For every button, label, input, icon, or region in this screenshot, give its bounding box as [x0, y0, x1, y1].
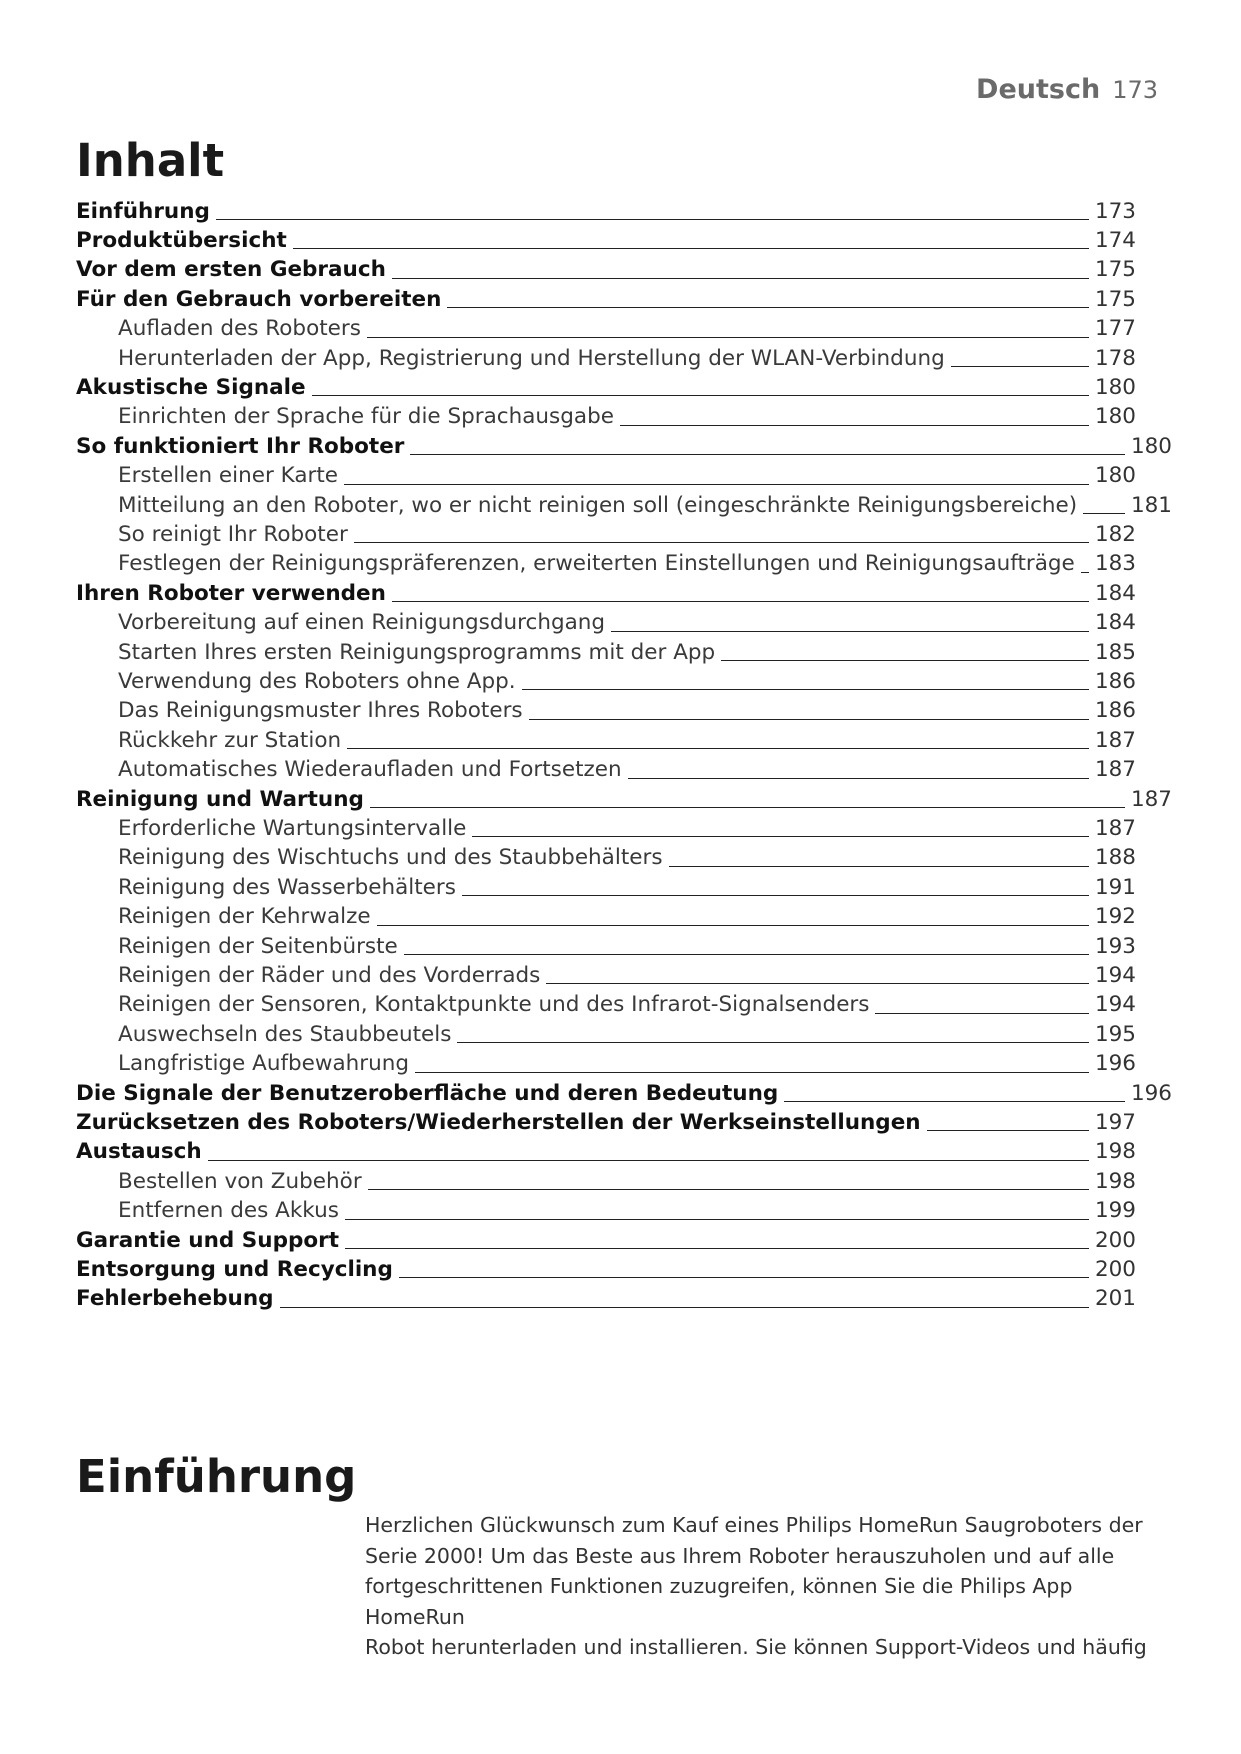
toc-entry[interactable] — [76, 901, 1136, 932]
toc-entry-page: 180 — [1094, 374, 1136, 400]
toc-entry-page: 191 — [1094, 874, 1136, 900]
toc-leader-line — [399, 1277, 1089, 1278]
toc-entry[interactable] — [76, 254, 1136, 285]
toc-entry[interactable] — [76, 871, 1136, 902]
toc-entry[interactable] — [76, 724, 1136, 755]
toc-entry[interactable] — [76, 783, 1172, 814]
toc-entry-page: 186 — [1094, 698, 1136, 724]
toc-entry[interactable] — [76, 1224, 1136, 1255]
toc-leader-line — [370, 807, 1125, 808]
toc-leader-line — [546, 983, 1089, 984]
toc-entry-title: Reinigen der Sensoren, Kontaktpunkte und des Infrarot-Signalsenders — [118, 992, 870, 1018]
toc-entry[interactable] — [76, 930, 1136, 961]
toc-entry-title: Einrichten der Sprache für die Sprachausgabe — [118, 404, 614, 430]
toc-entry[interactable] — [76, 371, 1136, 402]
toc-entry-page: 186 — [1094, 668, 1136, 694]
toc-entry-page: 173 — [1094, 198, 1136, 224]
toc-entry-page: 198 — [1094, 1139, 1136, 1165]
toc-entry[interactable] — [76, 313, 1136, 344]
toc-entry-page: 175 — [1094, 257, 1136, 283]
toc-entry-page: 180 — [1130, 433, 1172, 459]
toc-entry-page: 187 — [1094, 815, 1136, 841]
section-title-einfuehrung: Einführung — [76, 1450, 357, 1503]
toc-leader-line — [1081, 572, 1089, 573]
toc-entry-title: Reinigen der Räder und des Vorderrads — [118, 962, 541, 988]
toc-title: Inhalt — [76, 134, 225, 187]
toc-entry-page: 185 — [1094, 639, 1136, 665]
toc-entry[interactable] — [76, 695, 1136, 726]
toc-entry[interactable] — [76, 959, 1136, 990]
toc-entry[interactable] — [76, 636, 1136, 667]
toc-entry[interactable] — [76, 812, 1136, 843]
toc-entry-page: 187 — [1094, 727, 1136, 753]
toc-leader-line — [208, 1160, 1089, 1161]
toc-entry-title: Die Signale der Benutzeroberfläche und deren Bedeutung — [76, 1080, 779, 1106]
toc-leader-line — [927, 1130, 1089, 1131]
toc-entry-title: Entsorgung und Recycling — [76, 1256, 393, 1282]
toc-entry-title: Langfristige Aufbewahrung — [118, 1051, 410, 1077]
toc-entry-page: 196 — [1130, 1080, 1172, 1106]
intro-line: Herzlichen Glückwunsch zum Kauf eines Philips HomeRun Saugroboters der — [365, 1513, 1143, 1537]
toc-entry-page: 188 — [1094, 845, 1136, 871]
toc-leader-line — [462, 895, 1089, 896]
toc-entry-title: Aufladen des Roboters — [118, 316, 361, 342]
toc-entry[interactable] — [76, 607, 1136, 638]
toc-leader-line — [628, 778, 1089, 779]
toc-leader-line — [368, 1189, 1089, 1190]
toc-leader-line — [404, 954, 1089, 955]
toc-leader-line — [344, 484, 1089, 485]
intro-line: Serie 2000! Um das Beste aus Ihrem Roboter herauszuholen und auf alle — [365, 1543, 1115, 1568]
toc-leader-line — [216, 219, 1089, 220]
toc-entry[interactable] — [76, 1165, 1136, 1196]
toc-entry-title: Mitteilung an den Roboter, wo er nicht reinigen soll (eingeschränkte Reinigungsbereiche) — [118, 492, 1078, 518]
intro-line: fortgeschrittenen Funktionen zuzugreifen, können Sie die Philips App HomeRun — [365, 1574, 1073, 1629]
toc-entry-page: 200 — [1094, 1256, 1136, 1282]
toc-entry-title: So funktioniert Ihr Roboter — [76, 433, 405, 459]
toc-leader-line — [529, 719, 1089, 720]
toc-entry-page: 187 — [1094, 757, 1136, 783]
toc-entry-title: Automatisches Wiederaufladen und Fortsetzen — [118, 757, 622, 783]
toc-entry-title: Reinigung des Wasserbehälters — [118, 874, 456, 900]
toc-entry-title: Zurücksetzen des Roboters/Wiederherstellen der Werkseinstellungen — [76, 1109, 921, 1135]
toc-entry-title: Produktübersicht — [76, 227, 287, 253]
toc-leader-line — [447, 307, 1089, 308]
running-header — [976, 74, 1158, 105]
toc-entry[interactable] — [76, 224, 1136, 255]
toc-leader-line — [345, 1219, 1089, 1220]
toc-entry[interactable] — [76, 430, 1172, 461]
toc-leader-line — [951, 366, 1089, 367]
toc-entry[interactable] — [76, 1018, 1136, 1049]
toc-entry-page: 184 — [1094, 610, 1136, 636]
toc-entry[interactable] — [76, 489, 1172, 520]
toc-leader-line — [875, 1013, 1088, 1014]
toc-entry[interactable] — [76, 1253, 1136, 1284]
toc-entry-title: Rückkehr zur Station — [118, 727, 342, 753]
toc-leader-line — [345, 1248, 1089, 1249]
toc-entry-page: 194 — [1094, 962, 1136, 988]
toc-entry-title: Erstellen einer Karte — [118, 463, 339, 489]
toc-entry-title: Verwendung des Roboters ohne App. — [118, 668, 516, 694]
toc-leader-line — [472, 836, 1089, 837]
toc-entry-page: 195 — [1094, 1021, 1136, 1047]
toc-entry-page: 180 — [1094, 463, 1136, 489]
toc-entry-page: 193 — [1094, 933, 1136, 959]
toc-entry-title: Reinigen der Kehrwalze — [118, 904, 371, 930]
toc-entry-page: 181 — [1130, 492, 1172, 518]
toc-entry[interactable] — [76, 342, 1136, 373]
toc-entry-title: Auswechseln des Staubbeutels — [118, 1021, 452, 1047]
toc-leader-line — [410, 454, 1125, 455]
toc-entry-page: 196 — [1094, 1051, 1136, 1077]
toc-leader-line — [415, 1072, 1089, 1073]
toc-entry[interactable] — [76, 1136, 1136, 1167]
toc-leader-line — [669, 866, 1089, 867]
toc-leader-line — [293, 248, 1089, 249]
toc-entry[interactable] — [76, 1048, 1136, 1079]
toc-entry-title: Austausch — [76, 1139, 202, 1165]
toc-entry-title: Einführung — [76, 198, 210, 224]
toc-entry-title: Entfernen des Akkus — [118, 1198, 339, 1224]
toc-entry-title: So reinigt Ihr Roboter — [118, 521, 348, 547]
toc-entry-page: 178 — [1094, 345, 1136, 371]
toc-leader-line — [312, 395, 1089, 396]
toc-entry[interactable] — [76, 548, 1136, 579]
toc-entry-title: Reinigung und Wartung — [76, 786, 364, 812]
toc-entry-title: Bestellen von Zubehör — [118, 1168, 362, 1194]
toc-entry-page: 194 — [1094, 992, 1136, 1018]
toc-entry-title: Fehlerbehebung — [76, 1286, 274, 1312]
header-page-number: 173 — [1112, 76, 1158, 104]
toc-entry-title: Festlegen der Reinigungspräferenzen, erweiterten Einstellungen und Reinigungsaufträge — [118, 551, 1075, 577]
toc-entry[interactable] — [76, 1195, 1136, 1226]
toc-entry-page: 198 — [1094, 1168, 1136, 1194]
toc-leader-line — [367, 337, 1089, 338]
toc-leader-line — [392, 601, 1089, 602]
toc-entry-page: 200 — [1094, 1227, 1136, 1253]
toc-entry-title: Vor dem ersten Gebrauch — [76, 257, 386, 283]
toc-leader-line — [522, 689, 1089, 690]
toc-entry-page: 177 — [1094, 316, 1136, 342]
toc-entry-title: Akustische Signale — [76, 374, 306, 400]
toc-entry-page: 174 — [1094, 227, 1136, 253]
toc-entry-title: Das Reinigungsmuster Ihres Roboters — [118, 698, 523, 724]
toc-entry-title: Vorbereitung auf einen Reinigungsdurchgang — [118, 610, 606, 636]
toc-entry-page: 182 — [1094, 521, 1136, 547]
toc-entry[interactable] — [76, 283, 1136, 314]
toc-entry[interactable] — [76, 1106, 1136, 1137]
toc-entry[interactable] — [76, 460, 1136, 491]
toc-entry[interactable] — [76, 401, 1136, 432]
toc-entry[interactable] — [76, 754, 1136, 785]
toc-leader-line — [347, 748, 1089, 749]
header-language: Deutsch — [976, 74, 1101, 105]
toc-entry[interactable] — [76, 989, 1136, 1020]
toc-leader-line — [457, 1042, 1089, 1043]
toc-entry-page: 180 — [1094, 404, 1136, 430]
toc-leader-line — [1083, 513, 1125, 514]
toc-leader-line — [620, 425, 1089, 426]
toc-entry-title: Reinigen der Seitenbürste — [118, 933, 398, 959]
toc-entry-title: Für den Gebrauch vorbereiten — [76, 286, 442, 312]
toc-leader-line — [721, 660, 1089, 661]
toc-entry[interactable] — [76, 518, 1136, 549]
intro-paragraph — [365, 1510, 1170, 1663]
toc-entry-page: 197 — [1094, 1109, 1136, 1135]
toc-leader-line — [611, 631, 1089, 632]
toc-entry-page: 187 — [1130, 786, 1172, 812]
toc-entry[interactable] — [76, 1077, 1172, 1108]
toc-entry-page: 201 — [1094, 1286, 1136, 1312]
toc-entry-page: 192 — [1094, 904, 1136, 930]
toc-entry-title: Erforderliche Wartungsintervalle — [118, 815, 467, 841]
toc-entry[interactable] — [76, 665, 1136, 696]
toc-entry[interactable] — [76, 842, 1136, 873]
toc-leader-line — [392, 278, 1089, 279]
toc-leader-line — [354, 542, 1089, 543]
toc-entry[interactable] — [76, 1283, 1136, 1314]
toc-entry-title: Herunterladen der App, Registrierung und Herstellung der WLAN-Verbindung — [118, 345, 945, 371]
toc-leader-line — [280, 1307, 1089, 1308]
toc-leader-line — [377, 925, 1089, 926]
toc-entry[interactable] — [76, 577, 1136, 608]
toc-entry-title: Garantie und Support — [76, 1227, 339, 1253]
toc-entry-page: 183 — [1094, 551, 1136, 577]
toc-entry-page: 175 — [1094, 286, 1136, 312]
toc-entry-title: Ihren Roboter verwenden — [76, 580, 386, 606]
toc-entry-page: 184 — [1094, 580, 1136, 606]
toc-entry-title: Starten Ihres ersten Reinigungsprogramms mit der App — [118, 639, 716, 665]
toc-entry-page: 199 — [1094, 1198, 1136, 1224]
intro-line: Robot herunterladen und installieren. Sie können Support-Videos und häufig — [365, 1635, 1147, 1659]
toc-entry-title: Reinigung des Wischtuchs und des Staubbehälters — [118, 845, 663, 871]
toc-leader-line — [784, 1101, 1125, 1102]
toc-entry[interactable] — [76, 195, 1136, 226]
